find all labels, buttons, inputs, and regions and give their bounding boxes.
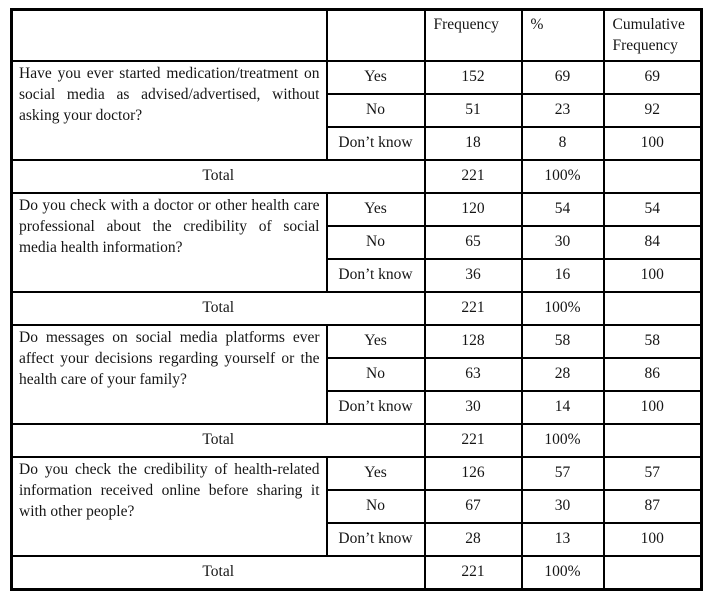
percent-cell: 30 (522, 490, 604, 523)
header-cumulative-frequency: Cumulative Frequency (604, 10, 702, 62)
survey-frequency-table (10, 8, 703, 591)
percent-cell: 57 (522, 457, 604, 490)
total-row (12, 556, 702, 590)
total-row (12, 160, 702, 193)
percent-cell: 28 (522, 358, 604, 391)
question-cell: Have you ever started medication/treatment on social media as advised/advertised, without asking your doctor? (12, 61, 327, 160)
total-label-cell: Total (12, 424, 425, 457)
percent-cell: 58 (522, 325, 604, 358)
question-cell: Do you check the credibility of health-related information received online before sharing it with other people? (12, 457, 327, 556)
frequency-cell: 67 (425, 490, 522, 523)
total-label-cell: Total (12, 556, 425, 590)
frequency-cell: 63 (425, 358, 522, 391)
answer-cell: Yes (327, 61, 425, 94)
header-percent: % (522, 10, 604, 62)
frequency-cell: 65 (425, 226, 522, 259)
percent-cell: 54 (522, 193, 604, 226)
total-row (12, 424, 702, 457)
percent-cell: 14 (522, 391, 604, 424)
question-cell: Do messages on social media platforms ever affect your decisions regarding yourself or the health care of your family? (12, 325, 327, 424)
cumulative-cell: 100 (604, 391, 702, 424)
answer-cell: Don’t know (327, 391, 425, 424)
frequency-cell: 28 (425, 523, 522, 556)
total-label-cell: Total (12, 160, 425, 193)
header-frequency: Frequency (425, 10, 522, 62)
total-percent-cell: 100% (522, 160, 604, 193)
cumulative-cell: 58 (604, 325, 702, 358)
cumulative-cell: 87 (604, 490, 702, 523)
header-question-blank (12, 10, 327, 62)
percent-cell: 30 (522, 226, 604, 259)
percent-cell: 8 (522, 127, 604, 160)
frequency-cell: 126 (425, 457, 522, 490)
total-frequency-cell: 221 (425, 160, 522, 193)
question-cell: Do you check with a doctor or other health care professional about the credibility of social media health information? (12, 193, 327, 292)
table-row (12, 61, 702, 94)
frequency-cell: 51 (425, 94, 522, 127)
answer-cell: Don’t know (327, 259, 425, 292)
cumulative-cell: 57 (604, 457, 702, 490)
cumulative-cell: 69 (604, 61, 702, 94)
table-header-row (12, 10, 702, 62)
percent-cell: 16 (522, 259, 604, 292)
cumulative-cell: 84 (604, 226, 702, 259)
frequency-cell: 128 (425, 325, 522, 358)
total-frequency-cell: 221 (425, 424, 522, 457)
header-answer-blank (327, 10, 425, 62)
cumulative-cell: 100 (604, 259, 702, 292)
answer-cell: Yes (327, 457, 425, 490)
frequency-cell: 120 (425, 193, 522, 226)
percent-cell: 13 (522, 523, 604, 556)
answer-cell: No (327, 226, 425, 259)
total-row (12, 292, 702, 325)
table-row (12, 325, 702, 358)
cumulative-cell: 100 (604, 127, 702, 160)
answer-cell: Don’t know (327, 523, 425, 556)
table-row (12, 193, 702, 226)
total-frequency-cell: 221 (425, 556, 522, 590)
total-percent-cell: 100% (522, 292, 604, 325)
cumulative-cell: 100 (604, 523, 702, 556)
cumulative-cell: 86 (604, 358, 702, 391)
total-cumulative-cell (604, 292, 702, 325)
cumulative-cell: 54 (604, 193, 702, 226)
answer-cell: Yes (327, 193, 425, 226)
total-cumulative-cell (604, 160, 702, 193)
frequency-cell: 18 (425, 127, 522, 160)
total-cumulative-cell (604, 556, 702, 590)
percent-cell: 69 (522, 61, 604, 94)
total-cumulative-cell (604, 424, 702, 457)
total-frequency-cell: 221 (425, 292, 522, 325)
total-percent-cell: 100% (522, 424, 604, 457)
frequency-cell: 30 (425, 391, 522, 424)
answer-cell: No (327, 490, 425, 523)
total-label-cell: Total (12, 292, 425, 325)
answer-cell: No (327, 358, 425, 391)
answer-cell: Yes (327, 325, 425, 358)
frequency-cell: 36 (425, 259, 522, 292)
table-row (12, 457, 702, 490)
answer-cell: No (327, 94, 425, 127)
total-percent-cell: 100% (522, 556, 604, 590)
frequency-cell: 152 (425, 61, 522, 94)
answer-cell: Don’t know (327, 127, 425, 160)
percent-cell: 23 (522, 94, 604, 127)
cumulative-cell: 92 (604, 94, 702, 127)
